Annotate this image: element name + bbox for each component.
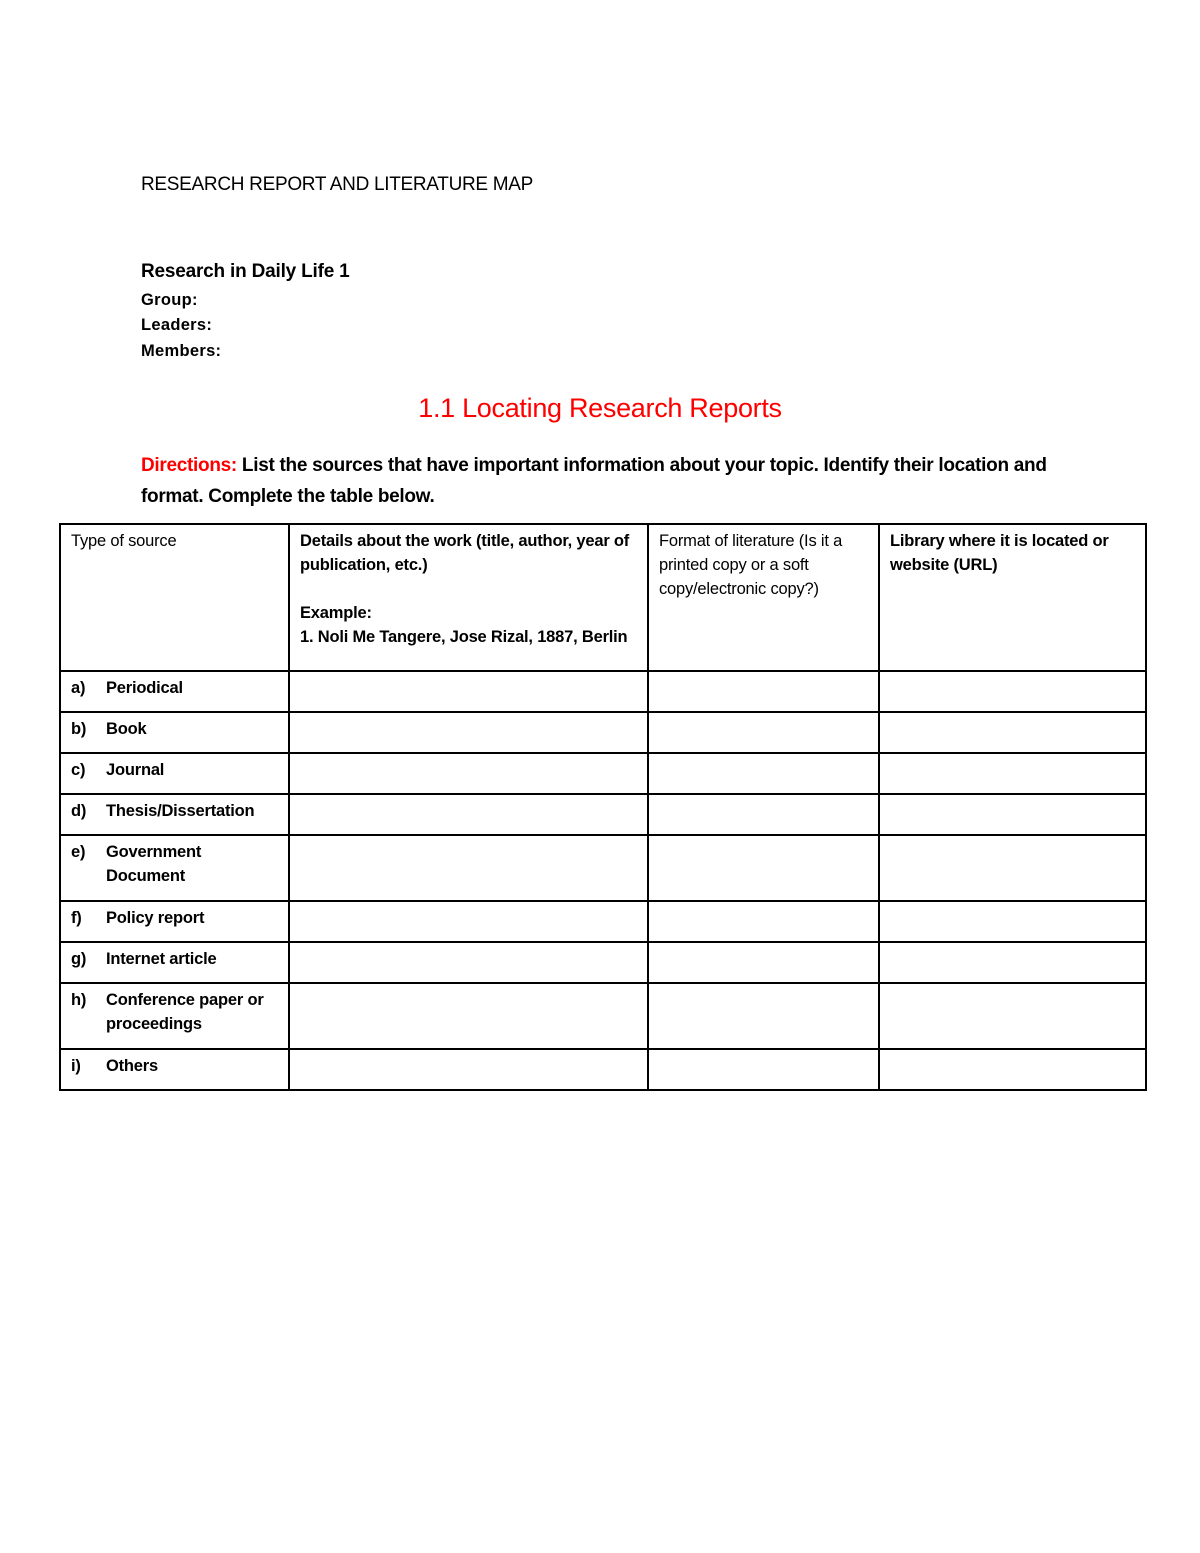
library-cell[interactable]: [879, 671, 1146, 712]
source-type-letter: g): [71, 950, 87, 968]
details-cell[interactable]: [289, 794, 648, 835]
header-example-text: 1. Noli Me Tangere, Jose Rizal, 1887, Berlin: [300, 628, 628, 646]
source-type-label: Others: [106, 1057, 158, 1075]
format-cell[interactable]: [648, 983, 879, 1049]
header-library-text: Library where it is located or website (URL): [890, 532, 1109, 574]
details-cell[interactable]: [289, 983, 648, 1049]
source-type-letter: b): [71, 720, 87, 738]
header-type-of-source-text: Type of source: [71, 532, 177, 550]
source-type-letter: c): [71, 761, 86, 779]
format-cell[interactable]: [648, 835, 879, 901]
source-type-letter: f): [71, 909, 82, 927]
directions-text: List the sources that have important information about your topic. Identify their location and format. Complete the table below.: [141, 455, 1047, 507]
header-details: [289, 524, 648, 671]
source-type-cell: [60, 671, 289, 712]
source-type-cell: [60, 835, 289, 901]
header-details-text: Details about the work (title, author, year of publication, etc.): [300, 532, 630, 574]
table-row: [60, 753, 1146, 794]
source-type-cell: [60, 901, 289, 942]
header-format-text: Format of literature (Is it a printed copy or a soft copy/electronic copy?): [659, 532, 843, 598]
table-row: [60, 942, 1146, 983]
source-type-label: Government Document: [106, 843, 202, 885]
table-row: [60, 1049, 1146, 1090]
library-cell[interactable]: [879, 794, 1146, 835]
source-type-cell: [60, 942, 289, 983]
source-type-letter: i): [71, 1057, 81, 1075]
library-cell[interactable]: [879, 901, 1146, 942]
details-cell[interactable]: [289, 942, 648, 983]
table-row: [60, 983, 1146, 1049]
table-row: [60, 712, 1146, 753]
library-cell[interactable]: [879, 983, 1146, 1049]
header-example-label: Example:: [300, 604, 372, 622]
document-title: RESEARCH REPORT AND LITERATURE MAP: [141, 174, 534, 195]
source-type-cell: [60, 753, 289, 794]
source-type-label: Journal: [106, 761, 165, 779]
source-type-label: Book: [106, 720, 147, 738]
source-type-label: Internet article: [106, 950, 217, 968]
library-cell[interactable]: [879, 835, 1146, 901]
source-type-cell: [60, 983, 289, 1049]
directions-paragraph: [141, 450, 1071, 512]
details-cell[interactable]: [289, 671, 648, 712]
format-cell[interactable]: [648, 753, 879, 794]
source-type-cell: [60, 1049, 289, 1090]
source-type-label: Thesis/Dissertation: [106, 802, 255, 820]
format-cell[interactable]: [648, 1049, 879, 1090]
members-label: Members:: [141, 342, 222, 360]
format-cell[interactable]: [648, 942, 879, 983]
details-cell[interactable]: [289, 835, 648, 901]
source-type-cell: [60, 712, 289, 753]
source-type-letter: d): [71, 802, 87, 820]
table-row: [60, 901, 1146, 942]
table-row: [60, 794, 1146, 835]
format-cell[interactable]: [648, 671, 879, 712]
header-format: [648, 524, 879, 671]
source-type-label: Policy report: [106, 909, 205, 927]
source-type-cell: [60, 794, 289, 835]
directions-label: Directions:: [141, 455, 237, 476]
library-cell[interactable]: [879, 712, 1146, 753]
library-cell[interactable]: [879, 1049, 1146, 1090]
source-type-letter: h): [71, 991, 87, 1009]
section-heading: 1.1 Locating Research Reports: [418, 393, 782, 423]
details-cell[interactable]: [289, 712, 648, 753]
details-cell[interactable]: [289, 1049, 648, 1090]
course-name: Research in Daily Life 1: [141, 261, 350, 282]
source-type-label: Conference paper or proceedings: [106, 991, 264, 1033]
source-type-label: Periodical: [106, 679, 183, 697]
library-cell[interactable]: [879, 753, 1146, 794]
format-cell[interactable]: [648, 794, 879, 835]
details-cell[interactable]: [289, 753, 648, 794]
details-cell[interactable]: [289, 901, 648, 942]
format-cell[interactable]: [648, 712, 879, 753]
group-label: Group:: [141, 291, 198, 309]
table-row: [60, 671, 1146, 712]
header-type-of-source: [60, 524, 289, 671]
format-cell[interactable]: [648, 901, 879, 942]
source-type-letter: a): [71, 679, 86, 697]
header-library: [879, 524, 1146, 671]
table-row: [60, 835, 1146, 901]
library-cell[interactable]: [879, 942, 1146, 983]
leaders-label: Leaders:: [141, 316, 213, 334]
sources-table: [59, 523, 1147, 1091]
source-type-letter: e): [71, 843, 86, 861]
table-header-row: [60, 524, 1146, 671]
